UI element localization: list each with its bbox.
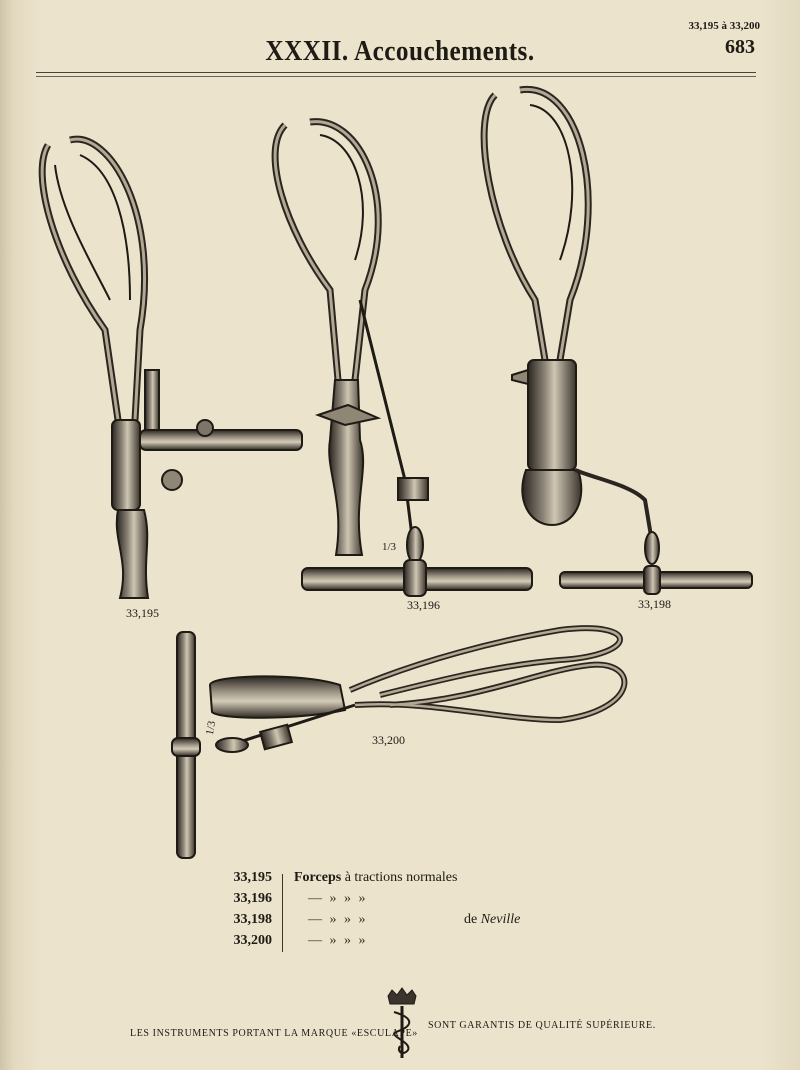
scale-mark: 1/3 [382, 541, 397, 553]
item-number: 33,200 [233, 933, 272, 948]
legend-row [222, 933, 642, 954]
figure-33195-forceps-icon [42, 139, 302, 598]
item-number: 33,198 [233, 912, 272, 927]
ditto-marks: — » » » [308, 933, 368, 948]
figure-label-33200: 33,200 [372, 733, 405, 747]
item-range: 33,195 à 33,200 [688, 20, 760, 32]
ditto-marks: — » » » [308, 891, 368, 906]
item-suffix: de Neville [464, 912, 521, 927]
figure-label-33196: 33,196 [407, 598, 440, 612]
legend-row [222, 891, 642, 912]
legend-row [222, 912, 642, 933]
figure-33198-forceps-icon [484, 89, 752, 594]
figure-label-33198: 33,198 [638, 597, 671, 611]
legend-table [222, 870, 642, 954]
item-number: 33,196 [233, 891, 272, 906]
footer-guarantee-left: LES INSTRUMENTS PORTANT LA MARQUE «ESCULAPE» [130, 1028, 418, 1039]
footer-guarantee-right: SONT GARANTIS DE QUALITÉ SUPÉRIEURE. [428, 1020, 656, 1031]
page-title: XXXII. Accouchements. [265, 36, 535, 67]
page-number: 683 [725, 36, 755, 58]
ditto-marks: — » » » [308, 912, 368, 927]
item-number: 33,195 [233, 870, 272, 885]
scale-mark: 1/3 [203, 720, 219, 736]
item-name: Forceps à tractions normales [294, 870, 458, 885]
figure-label-33195: 33,195 [126, 606, 159, 620]
esculape-caduceus-icon [388, 988, 416, 1058]
legend-row [222, 870, 642, 891]
